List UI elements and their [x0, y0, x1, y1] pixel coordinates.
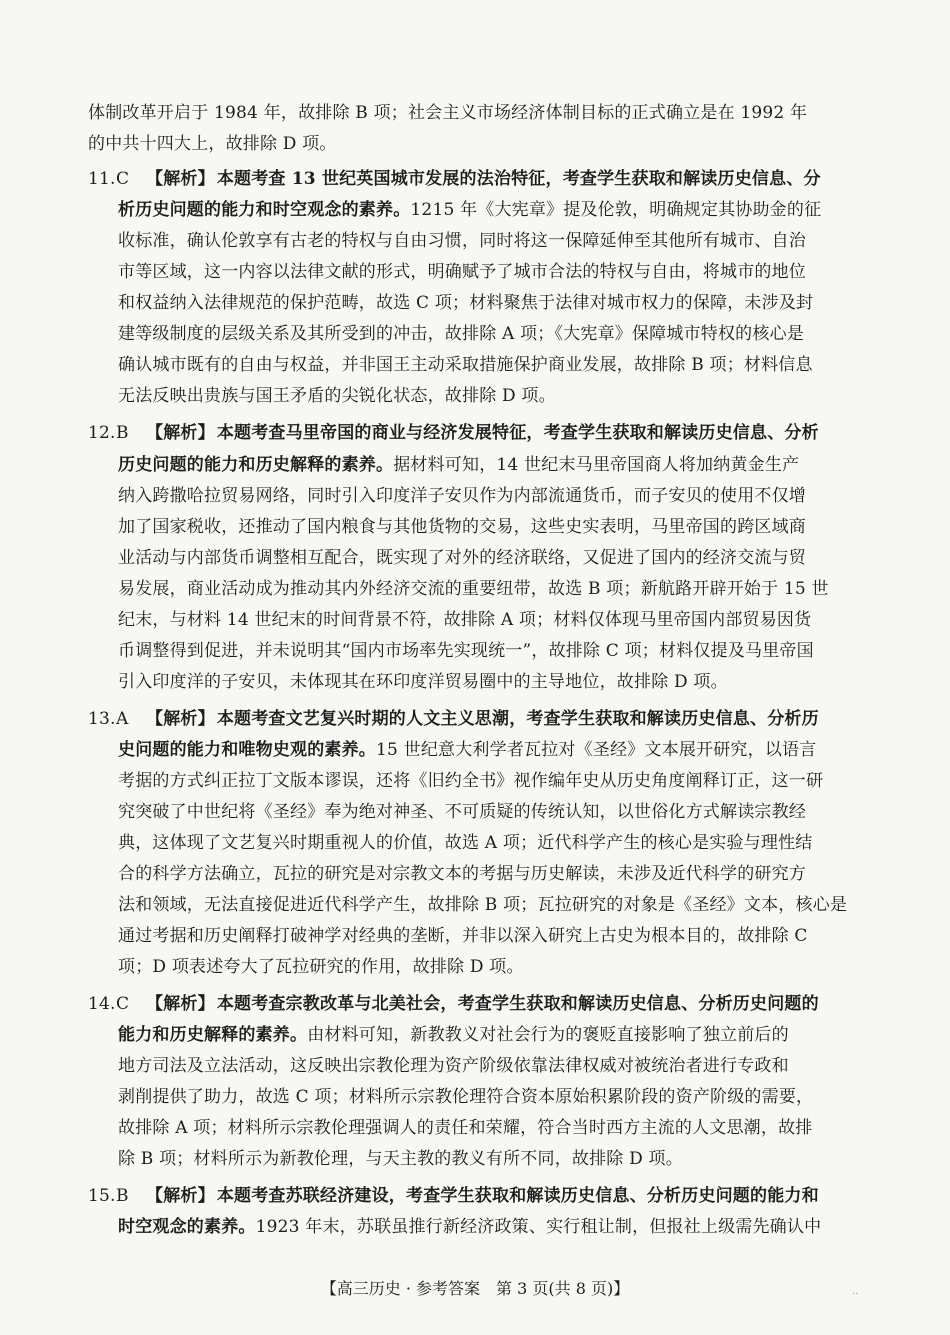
answer-line: 收标准，确认伦敦享有古老的特权与自由习惯，同时将这一保障延伸至其他所有城市、自治 [118, 231, 806, 251]
answer-line: 市等区域，这一内容以法律文献的形式，明确赋予了城市合法的特权与自由，将城市的地位 [118, 262, 806, 282]
answer-item-heading [88, 706, 863, 732]
item-focus-text: 史问题的能力和唯物史观的素养。 [118, 740, 376, 760]
item-answer: B [116, 1186, 129, 1206]
answer-line: 引入印度洋的子安贝，未体现其在环印度洋贸易圈中的主导地位，故排除 D 项。 [118, 672, 728, 692]
item-number: 12. [88, 423, 116, 443]
answer-line [118, 1022, 863, 1048]
answer-item-heading [88, 1183, 863, 1209]
item-focus-text: 时空观念的素养。 [118, 1217, 256, 1237]
item-body-text: 1923 年末，苏联虽推行新经济政策、实行租让制，但报社上级需先确认中 [255, 1217, 822, 1237]
item-answer: C [116, 169, 130, 189]
analysis-tag: 【解析】 [146, 423, 215, 443]
continuation-line: 的中共十四大上，故排除 D 项。 [88, 134, 337, 154]
answer-line: 通过考据和历史阐释打破神学对经典的垄断，并非以深入研究上古史为根本目的，故排除 C [118, 926, 808, 946]
answer-item-heading [88, 991, 863, 1017]
item-number: 15. [88, 1186, 116, 1206]
item-number: 11. [88, 169, 116, 189]
item-body-text: 由材料可知，新教教义对社会行为的褒贬直接影响了独立前后的 [307, 1025, 789, 1045]
item-answer: A [116, 709, 129, 729]
item-number: 14. [88, 994, 116, 1014]
answer-line: 纪末，与材料 14 世纪末的时间背景不符，故排除 A 项；材料仅体现马里帝国内部贸易因货 [118, 610, 812, 630]
scan-mark: .. [852, 1286, 859, 1297]
continuation-line: 体制改革开启于 1984 年，故排除 B 项；社会主义市场经济体制目标的正式确立是在 1992 年 [88, 103, 808, 123]
item-answer: C [116, 994, 130, 1014]
item-focus-text: 本题考查苏联经济建设，考查学生获取和解读历史信息、分析历史问题的能力和 [216, 1186, 819, 1206]
item-focus-text: 本题考查宗教改革与北美社会，考查学生获取和解读历史信息、分析历史问题的 [216, 994, 819, 1014]
answer-line: 业活动与内部货币调整相互配合，既实现了对外的经济联络，又促进了国内的经济交流与贸 [118, 548, 806, 568]
answer-line: 无法反映出贵族与国王矛盾的尖锐化状态，故排除 D 项。 [118, 386, 556, 406]
answer-line: 典，这体现了文艺复兴时期重视人的价值，故选 A 项；近代科学产生的核心是实验与理性结 [118, 833, 813, 853]
item-focus-text: 本题考查 13 世纪英国城市发展的法治特征，考查学生获取和解读历史信息、分 [216, 169, 821, 189]
answer-item-heading [88, 166, 863, 192]
item-body-text: 15 世纪意大利学者瓦拉对《圣经》文本展开研究，以语言 [376, 740, 817, 760]
answer-line [118, 1214, 863, 1240]
answer-line: 法和领域，无法直接促进近代科学产生，故排除 B 项；瓦拉研究的对象是《圣经》文本，核心是 [118, 895, 848, 915]
item-focus-text: 能力和历史解释的素养。 [118, 1025, 308, 1045]
item-number: 13. [88, 709, 116, 729]
answer-line: 建等级制度的层级关系及其所受到的冲击，故排除 A 项；《大宪章》保障城市特权的核心是 [118, 324, 804, 344]
item-answer: B [116, 423, 129, 443]
item-focus-text: 析历史问题的能力和时空观念的素养。 [118, 200, 411, 220]
answer-item-heading [88, 420, 863, 446]
item-focus-text: 本题考查文艺复兴时期的人文主义思潮，考查学生获取和解读历史信息、分析历 [216, 709, 819, 729]
answer-line: 地方司法及立法活动，这反映出宗教伦理为资产阶级依靠法律权威对被统治者进行专政和 [118, 1056, 789, 1076]
analysis-tag: 【解析】 [146, 994, 215, 1014]
item-focus-text: 历史问题的能力和历史解释的素养。 [118, 455, 394, 475]
analysis-tag: 【解析】 [146, 169, 215, 189]
page-footer: 【高三历史 · 参考答案 第 3 页(共 8 页)】 [320, 1279, 630, 1298]
answer-line: 考据的方式纠正拉丁文版本谬误，还将《旧约全书》视作编年史从历史角度阐释订正，这一研 [118, 771, 824, 791]
answer-line: 合的科学方法确立，瓦拉的研究是对宗教文本的考据与历史解读，未涉及近代科学的研究方 [118, 864, 806, 884]
answer-line: 项；D 项表述夸大了瓦拉研究的作用，故排除 D 项。 [118, 957, 524, 977]
item-body-text: 1215 年《大宪章》提及伦敦，明确规定其协助金的征 [410, 200, 822, 220]
answer-line: 究突破了中世纪将《圣经》奉为绝对神圣、不可质疑的传统认知，以世俗化方式解读宗教经 [118, 802, 806, 822]
answer-line [118, 452, 863, 478]
answer-line: 币调整得到促进，并未说明其“国内市场率先实现统一”，故排除 C 项；材料仅提及马里帝国 [118, 641, 814, 661]
analysis-tag: 【解析】 [146, 1186, 215, 1206]
answer-line: 纳入跨撒哈拉贸易网络，同时引入印度洋子安贝作为内部流通货币，而子安贝的使用不仅增 [118, 486, 806, 506]
answer-line: 和权益纳入法律规范的保护范畴，故选 C 项；材料聚焦于法律对城市权力的保障，未涉及封 [118, 293, 814, 313]
item-focus-text: 本题考查马里帝国的商业与经济发展特征，考查学生获取和解读历史信息、分析 [216, 423, 819, 443]
answer-line: 故排除 A 项；材料所示宗教伦理强调人的责任和荣耀，符合当时西方主流的人文思潮，故排 [118, 1118, 813, 1138]
answer-line: 确认城市既有的自由与权益，并非国王主动采取措施保护商业发展，故排除 B 项；材料信息 [118, 355, 813, 375]
answer-line: 易发展，商业活动成为推动其内外经济交流的重要纽带，故选 B 项；新航路开辟开始于 15 世 [118, 579, 829, 599]
answer-line: 除 B 项；材料所示为新教伦理，与天主教的教义有所不同，故排除 D 项。 [118, 1149, 683, 1169]
analysis-tag: 【解析】 [146, 709, 215, 729]
item-body-text: 据材料可知，14 世纪末马里帝国商人将加纳黄金生产 [393, 455, 800, 475]
answer-line [118, 197, 863, 223]
answer-line: 剥削提供了助力，故选 C 项；材料所示宗教伦理符合资本原始积累阶段的资产阶级的需要， [118, 1087, 814, 1107]
answer-text [88, 0, 863, 1270]
answer-line: 加了国家税收，还推动了国内粮食与其他货物的交易，这些史实表明，马里帝国的跨区域商 [118, 517, 806, 537]
answer-line [118, 737, 863, 763]
